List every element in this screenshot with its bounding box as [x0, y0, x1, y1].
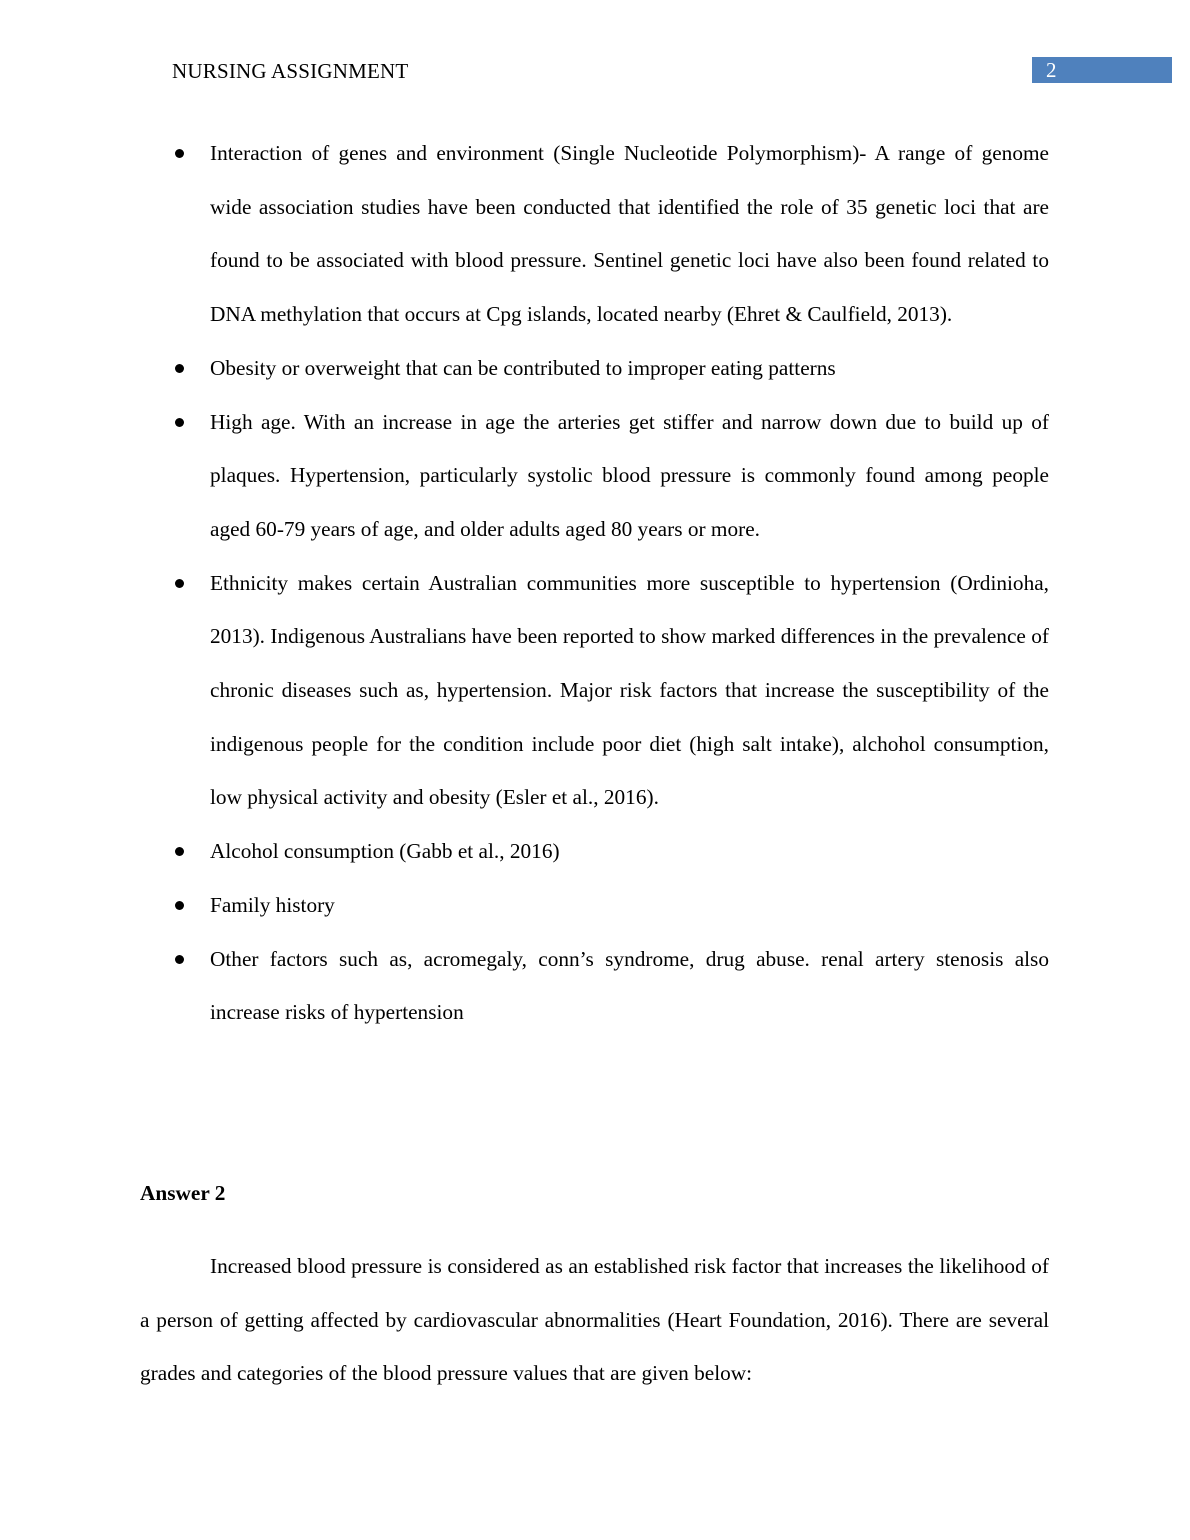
running-header-title: NURSING ASSIGNMENT [172, 59, 409, 83]
bullet-dot-icon [175, 149, 184, 158]
page-number: 2 [1046, 58, 1057, 82]
bullet-dot-icon [175, 847, 184, 856]
list-item-text: Other factors such as, acromegaly, conn’s syndrome, drug abuse. renal artery stenosis also increase risks of hypertension [210, 946, 1049, 1025]
bullet-dot-icon [175, 901, 184, 910]
list-item [210, 825, 1049, 879]
list-item-text: Obesity or overweight that can be contributed to improper eating patterns [210, 355, 836, 380]
list-item-text: Family history [210, 892, 335, 917]
list-item [210, 396, 1049, 557]
list-item-text: Interaction of genes and environment (Single Nucleotide Polymorphism)- A range of genome wide association studies have been conducted that identified the role of 35 genetic loci that are found to be associated with blood pressure. Sentinel genetic loci have also been found related to DNA methylation that occurs at Cpg islands, located nearby (Ehret & Caulfield, 2013). [210, 141, 1049, 327]
list-item [210, 342, 1049, 396]
list-item [210, 127, 1049, 342]
list-item [210, 933, 1049, 1040]
risk-factor-list [210, 127, 1049, 1040]
answer-heading: Answer 2 [140, 1181, 226, 1205]
list-item [210, 879, 1049, 933]
list-item-text: Alcohol consumption (Gabb et al., 2016) [210, 839, 560, 864]
bullet-dot-icon [175, 418, 184, 427]
bullet-dot-icon [175, 579, 184, 588]
answer-paragraph: Increased blood pressure is considered as an established risk factor that increases the likelihood of a person of getting affected by cardiovascular abnormalities (Heart Foundation, 2016). There are several grades and categories of the blood pressure values that are given below: [140, 1254, 1049, 1386]
bullet-dot-icon [175, 364, 184, 373]
list-item [210, 557, 1049, 826]
list-item-text: Ethnicity makes certain Australian communities more susceptible to hypertension (Ordinioha, 2013). Indigenous Australians have been reported to show marked differences in the prevalence of chronic diseases such as, hypertension. Major risk factors that increase the susceptibility of the indigenous people for the condition include poor diet (high salt intake), alchohol consumption, low physical activity and obesity (Esler et al., 2016). [210, 570, 1049, 810]
bullet-dot-icon [175, 955, 184, 964]
page-number-badge [1032, 57, 1172, 83]
list-item-text: High age. With an increase in age the arteries get stiffer and narrow down due to build up of plaques. Hypertension, particularly systolic blood pressure is commonly found among people aged 60-79 years of age, and older adults aged 80 years or more. [210, 409, 1049, 541]
